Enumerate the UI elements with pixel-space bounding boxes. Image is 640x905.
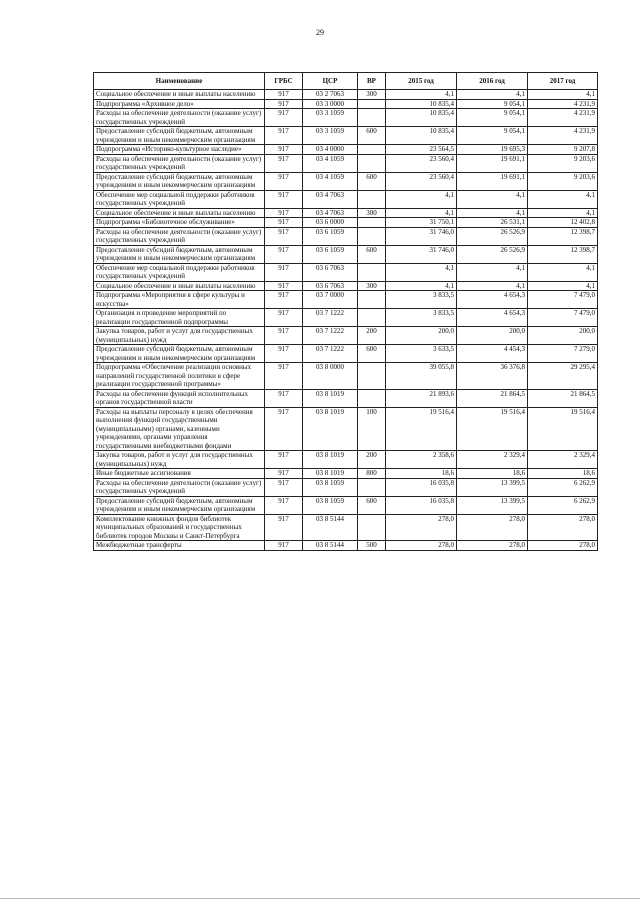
- cell-2017: 12 398,7: [528, 245, 598, 263]
- cell-2015: 31 746,0: [386, 227, 457, 245]
- cell-2017: 29 295,4: [528, 363, 598, 390]
- header-2016: 2016 год: [457, 73, 528, 90]
- cell-2015: 21 893,6: [386, 389, 457, 407]
- cell-2017: 7 279,0: [528, 345, 598, 363]
- cell-2017: 6 262,9: [528, 478, 598, 496]
- cell-2017: 4 231,9: [528, 109, 598, 127]
- cell-2015: 10 835,4: [386, 109, 457, 127]
- cell-2016: 26 526,9: [457, 227, 528, 245]
- table-row: [94, 389, 598, 407]
- cell-csr: 03 3 1059: [303, 109, 358, 127]
- cell-vr: [358, 389, 386, 407]
- header-2017: 2017 год: [528, 73, 598, 90]
- table-row: [94, 309, 598, 327]
- cell-2017: 200,0: [528, 327, 598, 345]
- cell-2016: 4,1: [457, 190, 528, 208]
- cell-2016: 9 054,1: [457, 109, 528, 127]
- cell-csr: 03 8 5144: [303, 514, 358, 541]
- cell-csr: 03 7 1222: [303, 327, 358, 345]
- header-grbs: ГРБС: [265, 73, 303, 90]
- header-vr: ВР: [358, 73, 386, 90]
- cell-grbs: 917: [265, 172, 303, 190]
- cell-grbs: 917: [265, 496, 303, 514]
- cell-2016: 9 054,1: [457, 99, 528, 109]
- header-2015: 2015 год: [386, 73, 457, 90]
- cell-grbs: 917: [265, 145, 303, 155]
- table-row: [94, 99, 598, 109]
- cell-2016: 19 516,4: [457, 407, 528, 451]
- table-row: [94, 291, 598, 309]
- cell-vr: [358, 154, 386, 172]
- cell-vr: [358, 218, 386, 228]
- cell-grbs: 917: [265, 109, 303, 127]
- header-name: Наименование: [94, 73, 265, 90]
- page-number: 29: [316, 28, 324, 37]
- cell-csr: 03 8 1019: [303, 451, 358, 469]
- cell-vr: 300: [358, 281, 386, 291]
- cell-name: Расходы на обеспечение деятельности (оказание услуг) государственных учреждений: [94, 227, 265, 245]
- cell-2016: 19 691,1: [457, 154, 528, 172]
- cell-vr: 600: [358, 127, 386, 145]
- cell-2016: 278,0: [457, 541, 528, 551]
- cell-name: Предоставление субсидий бюджетным, автономным учреждениям и иным некоммерческим организациям: [94, 345, 265, 363]
- cell-grbs: 917: [265, 469, 303, 479]
- cell-2016: 4,1: [457, 90, 528, 100]
- table-header-row: [94, 73, 598, 90]
- cell-2017: 9 203,6: [528, 154, 598, 172]
- table-row: [94, 514, 598, 541]
- cell-2017: 7 479,0: [528, 309, 598, 327]
- cell-vr: 600: [358, 496, 386, 514]
- cell-vr: 100: [358, 407, 386, 451]
- table-row: [94, 145, 598, 155]
- cell-vr: [358, 478, 386, 496]
- cell-grbs: 917: [265, 263, 303, 281]
- cell-name: Предоставление субсидий бюджетным, автономным учреждениям и иным некоммерческим организациям: [94, 172, 265, 190]
- cell-2015: 18,6: [386, 469, 457, 479]
- cell-2015: 39 055,8: [386, 363, 457, 390]
- cell-name: Предоставление субсидий бюджетным, автономным учреждениям и иным некоммерческим организациям: [94, 496, 265, 514]
- cell-vr: [358, 291, 386, 309]
- cell-vr: [358, 309, 386, 327]
- budget-table: [93, 72, 598, 551]
- cell-name: Подпрограмма «Библиотечное обслуживание»: [94, 218, 265, 228]
- table-row: [94, 172, 598, 190]
- cell-2015: 4,1: [386, 281, 457, 291]
- cell-name: Социальное обеспечение и иные выплаты населению: [94, 208, 265, 218]
- cell-csr: 03 8 1019: [303, 407, 358, 451]
- cell-vr: 500: [358, 541, 386, 551]
- table-row: [94, 407, 598, 451]
- cell-2017: 9 203,6: [528, 172, 598, 190]
- cell-grbs: 917: [265, 208, 303, 218]
- cell-2016: 4,1: [457, 263, 528, 281]
- cell-grbs: 917: [265, 478, 303, 496]
- cell-csr: 03 8 1059: [303, 496, 358, 514]
- cell-2015: 31 746,0: [386, 245, 457, 263]
- cell-2017: 12 402,8: [528, 218, 598, 228]
- cell-2017: 9 207,8: [528, 145, 598, 155]
- cell-grbs: 917: [265, 345, 303, 363]
- cell-vr: [358, 363, 386, 390]
- cell-name: Подпрограмма «Историко-культурное наследие»: [94, 145, 265, 155]
- cell-2015: 200,0: [386, 327, 457, 345]
- cell-2016: 4,1: [457, 208, 528, 218]
- cell-csr: 03 4 1059: [303, 172, 358, 190]
- cell-2015: 278,0: [386, 514, 457, 541]
- table-row: [94, 469, 598, 479]
- cell-2017: 4,1: [528, 90, 598, 100]
- cell-2017: 4,1: [528, 190, 598, 208]
- cell-vr: [358, 263, 386, 281]
- cell-2016: 278,0: [457, 514, 528, 541]
- cell-2016: 36 376,8: [457, 363, 528, 390]
- cell-vr: 600: [358, 345, 386, 363]
- table-row: [94, 218, 598, 228]
- cell-grbs: 917: [265, 327, 303, 345]
- cell-2016: 13 399,5: [457, 478, 528, 496]
- cell-2016: 4 654,3: [457, 309, 528, 327]
- cell-name: Иные бюджетные ассигнования: [94, 469, 265, 479]
- header-csr: ЦСР: [303, 73, 358, 90]
- cell-name: Подпрограмма «Обеспечение реализации основных направлений государственной политики в сфере реализации государственной программы»: [94, 363, 265, 390]
- cell-grbs: 917: [265, 190, 303, 208]
- cell-2015: 16 035,8: [386, 478, 457, 496]
- cell-vr: 200: [358, 451, 386, 469]
- cell-name: Закупка товаров, работ и услуг для государственных (муниципальных) нужд: [94, 451, 265, 469]
- cell-2016: 9 054,1: [457, 127, 528, 145]
- cell-vr: [358, 109, 386, 127]
- cell-grbs: 917: [265, 281, 303, 291]
- cell-2015: 16 035,8: [386, 496, 457, 514]
- scan-edge-line: [0, 898, 640, 899]
- cell-2015: 31 750,1: [386, 218, 457, 228]
- cell-grbs: 917: [265, 407, 303, 451]
- cell-name: Обеспечение мер социальной поддержки работников государственных учреждений: [94, 190, 265, 208]
- cell-2016: 19 691,1: [457, 172, 528, 190]
- cell-csr: 03 6 0000: [303, 218, 358, 228]
- cell-grbs: 917: [265, 90, 303, 100]
- cell-2015: 19 516,4: [386, 407, 457, 451]
- table-row: [94, 345, 598, 363]
- cell-2016: 26 531,1: [457, 218, 528, 228]
- cell-2017: 18,6: [528, 469, 598, 479]
- cell-2016: 21 864,5: [457, 389, 528, 407]
- table-row: [94, 281, 598, 291]
- table-row: [94, 541, 598, 551]
- table-row: [94, 263, 598, 281]
- cell-vr: [358, 514, 386, 541]
- cell-2017: 4 231,9: [528, 127, 598, 145]
- cell-grbs: 917: [265, 127, 303, 145]
- cell-2015: 4,1: [386, 190, 457, 208]
- cell-name: Расходы на обеспечение деятельности (оказание услуг) государственных учреждений: [94, 478, 265, 496]
- cell-grbs: 917: [265, 363, 303, 390]
- cell-2017: 21 864,5: [528, 389, 598, 407]
- cell-2015: 4,1: [386, 208, 457, 218]
- cell-grbs: 917: [265, 218, 303, 228]
- cell-2017: 2 329,4: [528, 451, 598, 469]
- cell-2017: 6 262,9: [528, 496, 598, 514]
- cell-2016: 4 654,3: [457, 291, 528, 309]
- cell-csr: 03 4 1059: [303, 154, 358, 172]
- table-row: [94, 245, 598, 263]
- table-row: [94, 90, 598, 100]
- cell-csr: 03 8 1019: [303, 469, 358, 479]
- cell-grbs: 917: [265, 451, 303, 469]
- cell-csr: 03 7 1222: [303, 345, 358, 363]
- table-row: [94, 227, 598, 245]
- cell-2016: 4 454,3: [457, 345, 528, 363]
- table-row: [94, 496, 598, 514]
- cell-2017: 278,0: [528, 541, 598, 551]
- table-row: [94, 208, 598, 218]
- cell-grbs: 917: [265, 227, 303, 245]
- cell-2016: 19 695,3: [457, 145, 528, 155]
- cell-2017: 4,1: [528, 208, 598, 218]
- cell-csr: 03 8 1019: [303, 389, 358, 407]
- cell-2016: 2 329,4: [457, 451, 528, 469]
- cell-2015: 23 560,4: [386, 172, 457, 190]
- cell-csr: 03 6 7063: [303, 281, 358, 291]
- cell-name: Расходы на обеспечение функций исполнительных органов государственной власти: [94, 389, 265, 407]
- cell-name: Подпрограмма «Архивное дело»: [94, 99, 265, 109]
- cell-csr: 03 6 7063: [303, 263, 358, 281]
- cell-name: Комплектование книжных фондов библиотек муниципальных образований и государственных библиотек городов Москвы и Санкт-Петербурга: [94, 514, 265, 541]
- cell-vr: [358, 190, 386, 208]
- cell-vr: 200: [358, 327, 386, 345]
- cell-2015: 3 833,5: [386, 309, 457, 327]
- cell-vr: [358, 99, 386, 109]
- cell-2015: 4,1: [386, 263, 457, 281]
- cell-2015: 2 358,6: [386, 451, 457, 469]
- cell-2015: 3 833,5: [386, 291, 457, 309]
- cell-grbs: 917: [265, 514, 303, 541]
- cell-2017: 4,1: [528, 281, 598, 291]
- cell-name: Подпрограмма «Мероприятия в сфере культуры и искусства»: [94, 291, 265, 309]
- cell-grbs: 917: [265, 154, 303, 172]
- cell-2017: 4,1: [528, 263, 598, 281]
- table-row: [94, 190, 598, 208]
- cell-2017: 19 516,4: [528, 407, 598, 451]
- cell-csr: 03 6 1059: [303, 245, 358, 263]
- cell-name: Социальное обеспечение и иные выплаты населению: [94, 90, 265, 100]
- cell-csr: 03 2 7063: [303, 90, 358, 100]
- cell-csr: 03 8 1059: [303, 478, 358, 496]
- cell-2016: 200,0: [457, 327, 528, 345]
- cell-csr: 03 4 7063: [303, 208, 358, 218]
- cell-vr: [358, 227, 386, 245]
- table-row: [94, 127, 598, 145]
- cell-csr: 03 8 0000: [303, 363, 358, 390]
- cell-2015: 10 835,4: [386, 127, 457, 145]
- cell-grbs: 917: [265, 541, 303, 551]
- cell-vr: 300: [358, 90, 386, 100]
- cell-name: Расходы на обеспечение деятельности (оказание услуг) государственных учреждений: [94, 154, 265, 172]
- cell-name: Расходы на обеспечение деятельности (оказание услуг) государственных учреждений: [94, 109, 265, 127]
- cell-grbs: 917: [265, 291, 303, 309]
- cell-csr: 03 4 7063: [303, 190, 358, 208]
- cell-2017: 4 231,9: [528, 99, 598, 109]
- cell-2016: 26 526,9: [457, 245, 528, 263]
- cell-name: Предоставление субсидий бюджетным, автономным учреждениям и иным некоммерческим организациям: [94, 127, 265, 145]
- table-row: [94, 109, 598, 127]
- cell-2017: 7 479,0: [528, 291, 598, 309]
- cell-csr: 03 6 1059: [303, 227, 358, 245]
- cell-grbs: 917: [265, 309, 303, 327]
- cell-csr: 03 3 1059: [303, 127, 358, 145]
- cell-csr: 03 8 5144: [303, 541, 358, 551]
- table-row: [94, 451, 598, 469]
- cell-vr: 800: [358, 469, 386, 479]
- cell-name: Расходы на выплаты персоналу в целях обеспечения выполнения функций государственными (муниципальными) органами, казенными учреждениями, органами управления государственными внебюджетными фондами: [94, 407, 265, 451]
- cell-csr: 03 3 0000: [303, 99, 358, 109]
- table-row: [94, 363, 598, 390]
- table-row: [94, 327, 598, 345]
- cell-name: Организация и проведение мероприятий по реализации государственной подпрограммы: [94, 309, 265, 327]
- cell-grbs: 917: [265, 245, 303, 263]
- cell-2015: 23 564,5: [386, 145, 457, 155]
- cell-2015: 4,1: [386, 90, 457, 100]
- cell-2016: 4,1: [457, 281, 528, 291]
- cell-2015: 10 835,4: [386, 99, 457, 109]
- cell-2016: 13 399,5: [457, 496, 528, 514]
- cell-name: Социальное обеспечение и иные выплаты населению: [94, 281, 265, 291]
- cell-csr: 03 4 0000: [303, 145, 358, 155]
- cell-grbs: 917: [265, 99, 303, 109]
- cell-vr: 600: [358, 172, 386, 190]
- cell-grbs: 917: [265, 389, 303, 407]
- table-row: [94, 154, 598, 172]
- cell-2017: 12 398,7: [528, 227, 598, 245]
- cell-2015: 23 560,4: [386, 154, 457, 172]
- cell-name: Закупка товаров, работ и услуг для государственных (муниципальных) нужд: [94, 327, 265, 345]
- cell-name: Межбюджетные трансферты: [94, 541, 265, 551]
- cell-vr: 600: [358, 245, 386, 263]
- cell-2015: 278,0: [386, 541, 457, 551]
- cell-2015: 3 633,5: [386, 345, 457, 363]
- cell-2017: 278,0: [528, 514, 598, 541]
- cell-name: Обеспечение мер социальной поддержки работников государственных учреждений: [94, 263, 265, 281]
- cell-2016: 18,6: [457, 469, 528, 479]
- table-body: [94, 90, 598, 551]
- cell-vr: [358, 145, 386, 155]
- cell-name: Предоставление субсидий бюджетным, автономным учреждениям и иным некоммерческим организациям: [94, 245, 265, 263]
- table-row: [94, 478, 598, 496]
- cell-csr: 03 7 0000: [303, 291, 358, 309]
- cell-vr: 300: [358, 208, 386, 218]
- cell-csr: 03 7 1222: [303, 309, 358, 327]
